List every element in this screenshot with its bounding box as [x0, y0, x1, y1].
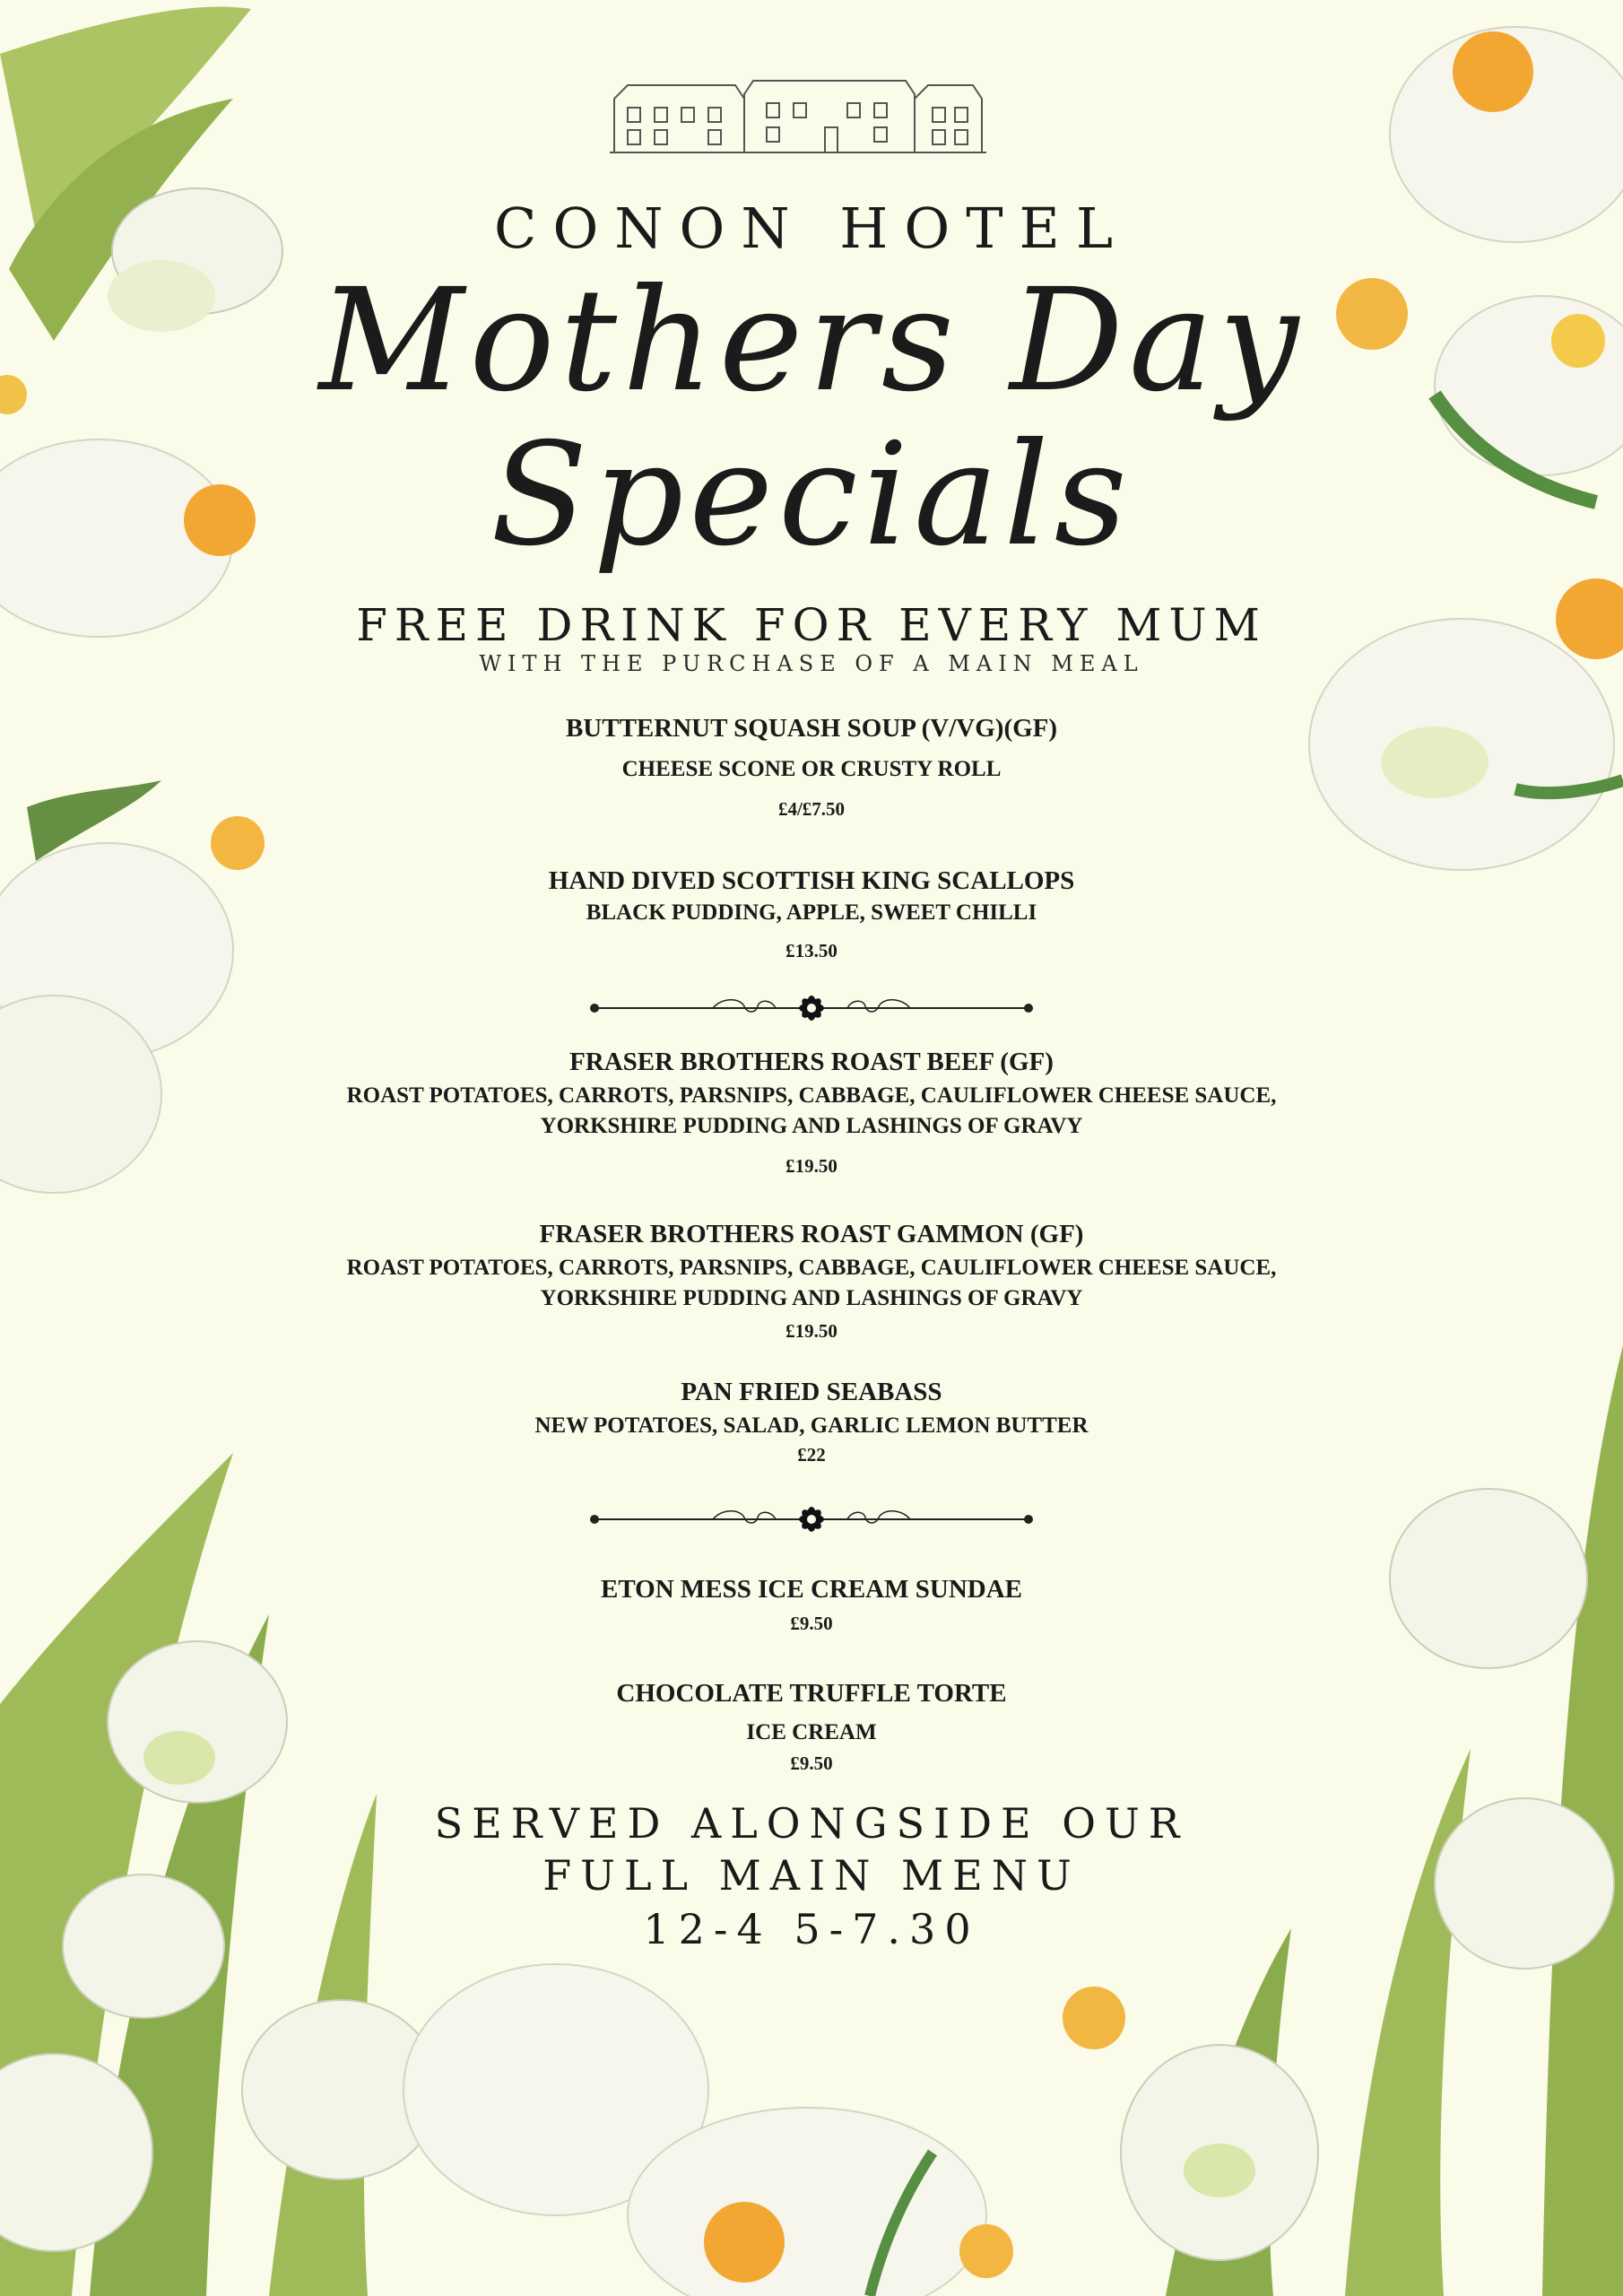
menu-item-price: £22	[797, 1444, 826, 1465]
menu-item-description: YORKSHIRE PUDDING AND LASHINGS OF GRAVY	[540, 1286, 1083, 1310]
menu-item-name: PAN FRIED SEABASS	[681, 1378, 942, 1406]
title-mothers-day: Mothers Day	[318, 258, 1305, 423]
hotel-name: CONON HOTEL	[494, 196, 1129, 261]
promo-headline: FREE DRINK FOR EVERY MUM	[356, 599, 1267, 651]
ornamental-divider	[587, 1501, 1036, 1537]
menu-item-description: NEW POTATOES, SALAD, GARLIC LEMON BUTTER	[534, 1413, 1089, 1438]
menu-item-description: ROAST POTATOES, CARROTS, PARSNIPS, CABBAGE, CAULIFLOWER CHEESE SAUCE,	[346, 1256, 1277, 1280]
menu-item-name: HAND DIVED SCOTTISH KING SCALLOPS	[548, 866, 1075, 895]
menu-item-name: BUTTERNUT SQUASH SOUP (V/VG)(GF)	[565, 714, 1058, 743]
menu-item-description: ICE CREAM	[746, 1720, 877, 1744]
ornamental-divider	[587, 990, 1036, 1026]
footer-serving-times: 12-4 5-7.30	[643, 1905, 980, 1953]
menu-item-description: YORKSHIRE PUDDING AND LASHINGS OF GRAVY	[540, 1114, 1083, 1138]
hotel-building-logo	[610, 72, 986, 154]
menu-item-price: £9.50	[790, 1752, 833, 1774]
menu-item-price: £19.50	[785, 1320, 838, 1342]
menu-item-price: £9.50	[790, 1613, 833, 1634]
menu-item-price: £19.50	[785, 1155, 838, 1177]
menu-item-name: CHOCOLATE TRUFFLE TORTE	[616, 1679, 1007, 1708]
menu-item-description: ROAST POTATOES, CARROTS, PARSNIPS, CABBAGE, CAULIFLOWER CHEESE SAUCE,	[346, 1083, 1277, 1108]
footer-served-alongside: SERVED ALONGSIDE OUR	[434, 1799, 1189, 1848]
title-specials: Specials	[490, 413, 1133, 578]
footer-full-menu: FULL MAIN MENU	[542, 1851, 1081, 1900]
menu-item-name: FRASER BROTHERS ROAST GAMMON (GF)	[539, 1220, 1084, 1248]
menu-item-price: £4/£7.50	[777, 798, 846, 820]
menu-item-description: CHEESE SCONE OR CRUSTY ROLL	[621, 757, 1002, 781]
menu-item-price: £13.50	[785, 940, 838, 961]
menu-item-name: ETON MESS ICE CREAM SUNDAE	[601, 1575, 1022, 1604]
menu-item-description: BLACK PUDDING, APPLE, SWEET CHILLI	[586, 900, 1037, 925]
menu-item-name: FRASER BROTHERS ROAST BEEF (GF)	[569, 1048, 1054, 1076]
promo-subline: WITH THE PURCHASE OF A MAIN MEAL	[479, 651, 1144, 676]
